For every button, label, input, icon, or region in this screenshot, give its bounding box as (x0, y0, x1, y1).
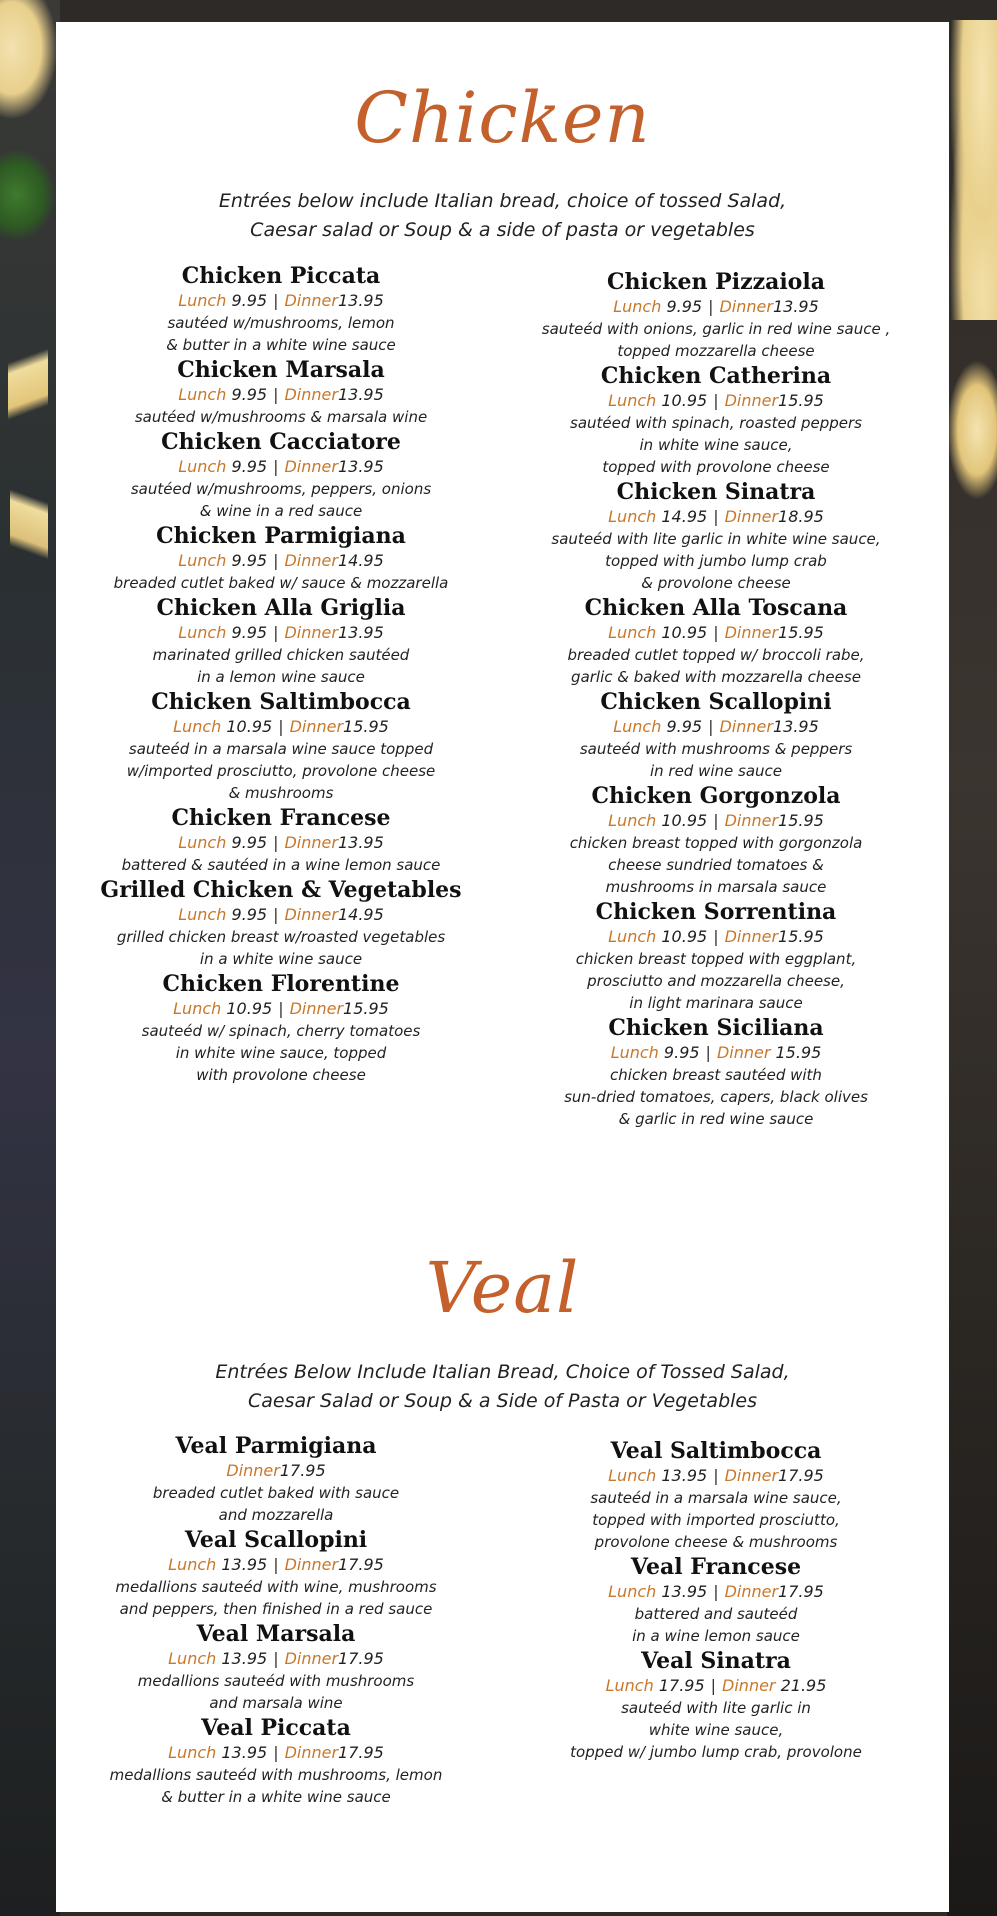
lunch-price: 13.95 (221, 1555, 268, 1574)
lunch-label: Lunch (178, 623, 227, 642)
lunch-label: Lunch (178, 905, 227, 924)
menu-item (516, 362, 916, 478)
price-separator: | (273, 905, 279, 924)
dinner-label: Dinner (284, 905, 338, 924)
price-line (516, 296, 916, 318)
dinner-price: 15.95 (770, 1043, 822, 1062)
menu-item-description: mushrooms in marsala sauce (605, 878, 827, 896)
menu-item-name: Chicken Scallopini (600, 689, 832, 715)
dinner-price: 15.95 (343, 999, 389, 1018)
price-separator: | (273, 551, 279, 570)
dinner-label: Dinner (719, 717, 773, 736)
menu-item-name: Veal Marsala (196, 1621, 356, 1647)
menu-item (86, 262, 476, 356)
menu-item-description: topped with imported prosciutto, (592, 1511, 840, 1529)
menu-item-description: breaded cutlet topped w/ broccoli rabe, (567, 646, 865, 664)
dinner-label: Dinner (724, 623, 779, 642)
price-line (86, 290, 476, 312)
lunch-label: Lunch (605, 1676, 654, 1695)
lunch-label: Lunch (178, 833, 227, 852)
price-line (516, 622, 916, 644)
menu-item (516, 688, 916, 782)
dinner-price: 15.95 (778, 811, 824, 830)
dinner-price: 17.95 (338, 1649, 384, 1668)
price-line (76, 1742, 476, 1764)
lunch-price: 9.95 (231, 291, 268, 310)
price-separator: | (273, 385, 279, 404)
lunch-label: Lunch (608, 507, 657, 526)
menu-page (56, 22, 949, 1912)
pasta-decoration-icon (0, 0, 58, 120)
menu-item-description: sautéed w/mushrooms, peppers, onions (130, 480, 432, 498)
lunch-label: Lunch (608, 623, 657, 642)
menu-item-description: in red wine sauce (649, 762, 783, 780)
lunch-price: 10.95 (661, 811, 708, 830)
menu-item (86, 594, 476, 688)
menu-item-description: with provolone cheese (196, 1066, 366, 1084)
lunch-price: 10.95 (226, 999, 273, 1018)
menu-item-description: topped mozzarella cheese (617, 342, 815, 360)
menu-item (516, 782, 916, 898)
price-separator: | (278, 717, 284, 736)
dinner-label: Dinner (284, 457, 338, 476)
price-line (516, 1675, 916, 1697)
penne-pasta-icon (10, 480, 48, 580)
menu-item (516, 898, 916, 1014)
menu-item-name: Grilled Chicken & Vegetables (100, 877, 462, 903)
menu-item-description: & mushrooms (228, 784, 334, 802)
lunch-price: 13.95 (221, 1743, 268, 1762)
menu-item (86, 356, 476, 428)
price-separator: | (278, 999, 284, 1018)
menu-item-description: sun-dried tomatoes, capers, black olives (564, 1088, 868, 1106)
dinner-label: Dinner (284, 551, 338, 570)
menu-item-name: Chicken Sinatra (616, 479, 816, 505)
menu-item-description: in white wine sauce, (639, 436, 793, 454)
lunch-price: 10.95 (661, 927, 708, 946)
basil-leaf-icon (0, 150, 55, 240)
price-separator: | (273, 833, 279, 852)
dinner-price: 17.95 (778, 1582, 824, 1601)
dinner-price: 21.95 (775, 1676, 827, 1695)
veal-intro-line: Caesar Salad or Soup & a Side of Pasta or Vegetables (248, 1390, 757, 1412)
dinner-price: 15.95 (778, 927, 824, 946)
background-left-strip (0, 0, 60, 1916)
price-line (86, 550, 476, 572)
lunch-label: Lunch (178, 385, 227, 404)
menu-item-name: Chicken Marsala (177, 357, 385, 383)
dinner-label: Dinner (284, 623, 338, 642)
menu-item-description: grilled chicken breast w/roasted vegetables (116, 928, 446, 946)
menu-item-description: cheese sundried tomatoes & (608, 856, 824, 874)
dinner-price: 17.95 (338, 1743, 384, 1762)
lunch-price: 10.95 (226, 717, 273, 736)
menu-item-description: & garlic in red wine sauce (618, 1110, 814, 1128)
menu-item-description: medallions sauteéd with mushrooms (137, 1672, 415, 1690)
veal-intro (56, 1358, 949, 1416)
price-line (516, 716, 916, 738)
chicken-intro (56, 187, 949, 245)
lunch-label: Lunch (608, 1466, 657, 1485)
menu-item-description: breaded cutlet baked w/ sauce & mozzarella (113, 574, 449, 592)
menu-item (516, 1647, 916, 1763)
price-separator: | (713, 811, 719, 830)
menu-item-description: w/imported prosciutto, provolone cheese (126, 762, 436, 780)
lunch-label: Lunch (608, 391, 657, 410)
menu-item-description: medallions sauteéd with mushrooms, lemon (109, 1766, 443, 1784)
price-line (86, 622, 476, 644)
dinner-label: Dinner (724, 927, 779, 946)
menu-item-description: sauteéd with lite garlic in (621, 1699, 811, 1717)
lunch-label: Lunch (173, 999, 222, 1018)
dinner-price: 17.95 (279, 1461, 326, 1480)
menu-item-description: marinated grilled chicken sautéed (152, 646, 410, 664)
dinner-price: 18.95 (778, 507, 824, 526)
menu-item-name: Chicken Gorgonzola (591, 783, 841, 809)
menu-item (516, 478, 916, 594)
dinner-label: Dinner (284, 291, 338, 310)
menu-item-name: Chicken Pizzaiola (607, 269, 825, 295)
dinner-label: Dinner (284, 833, 338, 852)
menu-item-description: chicken breast topped with eggplant, (575, 950, 857, 968)
price-line (86, 716, 476, 738)
menu-item (76, 1526, 476, 1620)
lunch-label: Lunch (168, 1743, 217, 1762)
price-line (76, 1460, 476, 1482)
menu-item-description: battered and sauteéd (634, 1605, 798, 1623)
dinner-label: Dinner (284, 385, 338, 404)
chicken-intro-line: Entrées below include Italian bread, choice of tossed Salad, (218, 190, 787, 212)
menu-item (76, 1714, 476, 1808)
menu-item (86, 428, 476, 522)
veal-left-column (76, 1432, 476, 1808)
price-separator: | (708, 717, 714, 736)
dinner-price: 14.95 (337, 905, 384, 924)
price-line (516, 506, 916, 528)
lunch-price: 10.95 (661, 391, 708, 410)
menu-item-description: prosciutto and mozzarella cheese, (587, 972, 845, 990)
menu-item (86, 970, 476, 1086)
menu-item-description: white wine sauce, (648, 1721, 784, 1739)
menu-item-name: Veal Piccata (201, 1715, 351, 1741)
menu-item-description: & butter in a white wine sauce (161, 1788, 391, 1806)
menu-item-name: Chicken Francese (171, 805, 391, 831)
dinner-label: Dinner (722, 1676, 776, 1695)
lunch-label: Lunch (613, 717, 662, 736)
veal-right-column (516, 1437, 916, 1763)
menu-item-description: chicken breast sautéed with (610, 1066, 822, 1084)
lunch-label: Lunch (610, 1043, 659, 1062)
price-separator: | (713, 1582, 719, 1601)
price-separator: | (273, 291, 279, 310)
price-separator: | (273, 1743, 279, 1762)
menu-item-description: in white wine sauce, topped (175, 1044, 387, 1062)
menu-item-description: and marsala wine (209, 1694, 343, 1712)
price-separator: | (273, 623, 279, 642)
lunch-price: 10.95 (661, 623, 708, 642)
lunch-label: Lunch (608, 1582, 657, 1601)
price-line (516, 1042, 916, 1064)
dinner-label: Dinner (289, 717, 344, 736)
dinner-price: 13.95 (337, 457, 384, 476)
price-line (516, 1581, 916, 1603)
menu-item-description: & butter in a white wine sauce (166, 336, 396, 354)
menu-item-description: in a white wine sauce (199, 950, 363, 968)
price-line (76, 1648, 476, 1670)
lunch-label: Lunch (168, 1555, 217, 1574)
lunch-price: 9.95 (231, 905, 268, 924)
menu-item (76, 1620, 476, 1714)
dinner-price: 13.95 (772, 297, 819, 316)
price-line (76, 1554, 476, 1576)
price-line (516, 810, 916, 832)
lunch-label: Lunch (608, 811, 657, 830)
menu-item-description: sauteéd w/ spinach, cherry tomatoes (141, 1022, 421, 1040)
dinner-price: 13.95 (772, 717, 819, 736)
dinner-label: Dinner (284, 1555, 339, 1574)
menu-item-description: topped with jumbo lump crab (605, 552, 827, 570)
menu-item-name: Veal Scallopini (184, 1527, 368, 1553)
dinner-price: 15.95 (778, 623, 824, 642)
dinner-price: 13.95 (337, 291, 384, 310)
menu-item-name: Chicken Alla Toscana (584, 595, 848, 621)
menu-item-description: in a wine lemon sauce (632, 1627, 800, 1645)
menu-item-description: in a lemon wine sauce (197, 668, 365, 686)
menu-item-description: provolone cheese & mushrooms (594, 1533, 838, 1551)
lunch-label: Lunch (178, 291, 227, 310)
menu-item-description: garlic & baked with mozzarella cheese (571, 668, 861, 686)
menu-item-description: breaded cutlet baked with sauce (152, 1484, 400, 1502)
lunch-label: Lunch (178, 551, 227, 570)
menu-item-description: medallions sauteéd with wine, mushrooms (115, 1578, 437, 1596)
menu-item-description: sauteéd in a marsala wine sauce topped (128, 740, 434, 758)
menu-item-description: battered & sautéed in a wine lemon sauce (121, 856, 441, 874)
menu-item-description: sauteéd with mushrooms & peppers (579, 740, 853, 758)
dinner-price: 17.95 (778, 1466, 824, 1485)
menu-item-name: Chicken Parmigiana (156, 523, 406, 549)
lunch-price: 9.95 (663, 1043, 700, 1062)
dinner-label: Dinner (284, 1649, 339, 1668)
dinner-label: Dinner (719, 297, 773, 316)
menu-item (516, 268, 916, 362)
price-separator: | (273, 1555, 279, 1574)
price-separator: | (713, 391, 719, 410)
lunch-price: 9.95 (666, 297, 703, 316)
dinner-label: Dinner (716, 1043, 771, 1062)
price-separator: | (713, 623, 719, 642)
dinner-label: Dinner (724, 507, 779, 526)
menu-item-description: & provolone cheese (641, 574, 791, 592)
menu-item (86, 688, 476, 804)
lunch-price: 9.95 (231, 623, 268, 642)
price-line (86, 456, 476, 478)
menu-item-name: Veal Saltimbocca (610, 1438, 822, 1464)
price-separator: | (705, 1043, 711, 1062)
dinner-price: 13.95 (337, 833, 384, 852)
menu-item-description: topped with provolone cheese (602, 458, 830, 476)
menu-item-name: Veal Sinatra (641, 1648, 791, 1674)
menu-item-name: Chicken Siciliana (608, 1015, 824, 1041)
chicken-left-column (86, 262, 476, 1086)
veal-section-title: Veal (425, 1247, 580, 1329)
dinner-label: Dinner (226, 1461, 280, 1480)
menu-item-name: Chicken Piccata (181, 263, 381, 289)
menu-item-description: and peppers, then finished in a red sauce (119, 1600, 433, 1618)
lunch-price: 9.95 (231, 551, 268, 570)
price-separator: | (713, 1466, 719, 1485)
dinner-price: 15.95 (778, 391, 824, 410)
lunch-label: Lunch (178, 457, 227, 476)
menu-item-name: Veal Francese (630, 1554, 802, 1580)
menu-item-description: sauteéd with onions, garlic in red wine sauce , (541, 320, 891, 338)
lunch-label: Lunch (608, 927, 657, 946)
chicken-intro-line: Caesar salad or Soup & a side of pasta or vegetables (250, 219, 755, 241)
lunch-price: 14.95 (661, 507, 708, 526)
dinner-label: Dinner (724, 1466, 779, 1485)
veal-intro-line: Entrées Below Include Italian Bread, Choice of Tossed Salad, (215, 1361, 790, 1383)
price-line (516, 390, 916, 412)
menu-item (76, 1432, 476, 1526)
lunch-price: 9.95 (666, 717, 703, 736)
menu-item-description: in light marinara sauce (629, 994, 803, 1012)
price-separator: | (273, 1649, 279, 1668)
dinner-label: Dinner (724, 1582, 779, 1601)
pasta-nest-icon (947, 20, 997, 320)
dinner-price: 15.95 (343, 717, 389, 736)
menu-item-description: sautéed with spinach, roasted peppers (570, 414, 862, 432)
menu-item (516, 1437, 916, 1553)
dinner-label: Dinner (289, 999, 344, 1018)
lunch-price: 13.95 (661, 1582, 708, 1601)
price-separator: | (710, 1676, 717, 1695)
price-separator: | (273, 457, 279, 476)
dinner-label: Dinner (724, 391, 779, 410)
menu-item (86, 876, 476, 970)
lunch-price: 13.95 (661, 1466, 708, 1485)
lunch-price: 9.95 (231, 457, 268, 476)
dinner-price: 17.95 (338, 1555, 384, 1574)
menu-item-description: sauteéd with lite garlic in white wine sauce, (551, 530, 881, 548)
menu-item-description: and mozzarella (218, 1506, 334, 1524)
chicken-right-column (516, 268, 916, 1130)
menu-item-name: Chicken Sorrentina (595, 899, 837, 925)
dinner-label: Dinner (724, 811, 779, 830)
price-separator: | (713, 927, 719, 946)
dinner-price: 13.95 (337, 385, 384, 404)
menu-item (516, 594, 916, 688)
menu-item (516, 1553, 916, 1647)
menu-item-description: sautéed w/mushrooms & marsala wine (134, 408, 428, 426)
price-separator: | (708, 297, 714, 316)
menu-item-description: sauteéd in a marsala wine sauce, (590, 1489, 842, 1507)
penne-pasta-icon (8, 340, 48, 440)
menu-item-name: Chicken Florentine (162, 971, 400, 997)
menu-item-name: Chicken Catherina (600, 363, 832, 389)
menu-item-name: Chicken Saltimbocca (151, 689, 411, 715)
price-separator: | (713, 507, 719, 526)
menu-item-description: topped w/ jumbo lump crab, provolone (570, 1743, 862, 1761)
menu-item (86, 522, 476, 594)
price-line (86, 832, 476, 854)
price-line (86, 384, 476, 406)
lunch-price: 13.95 (221, 1649, 268, 1668)
menu-item-name: Chicken Cacciatore (161, 429, 401, 455)
menu-item-name: Veal Parmigiana (175, 1433, 377, 1459)
price-line (86, 998, 476, 1020)
chicken-section-title: Chicken (354, 77, 651, 159)
dinner-label: Dinner (284, 1743, 339, 1762)
lunch-price: 9.95 (231, 385, 268, 404)
lunch-label: Lunch (613, 297, 662, 316)
lunch-price: 17.95 (658, 1676, 705, 1695)
pasta-nest-icon (947, 360, 997, 500)
price-line (516, 926, 916, 948)
lunch-label: Lunch (168, 1649, 217, 1668)
dinner-price: 14.95 (337, 551, 384, 570)
menu-item-name: Chicken Alla Griglia (156, 595, 406, 621)
lunch-label: Lunch (173, 717, 222, 736)
menu-item (516, 1014, 916, 1130)
dinner-price: 13.95 (337, 623, 384, 642)
price-line (516, 1465, 916, 1487)
menu-item (86, 804, 476, 876)
menu-item-description: chicken breast topped with gorgonzola (569, 834, 863, 852)
lunch-price: 9.95 (231, 833, 268, 852)
price-line (86, 904, 476, 926)
menu-item-description: sautéed w/mushrooms, lemon (167, 314, 395, 332)
menu-item-description: & wine in a red sauce (199, 502, 363, 520)
